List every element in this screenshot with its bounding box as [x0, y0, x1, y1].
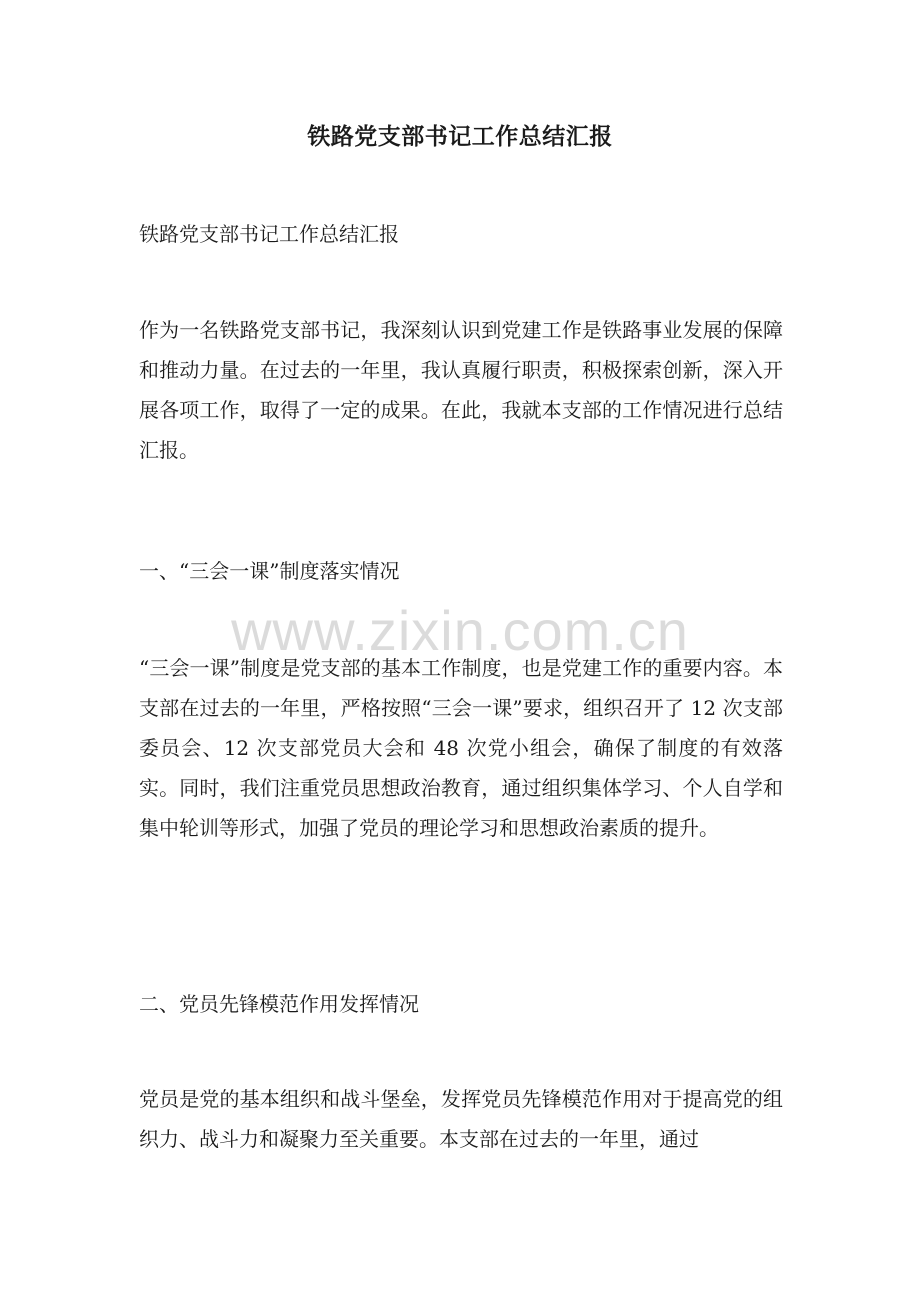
document-subtitle: 铁路党支部书记工作总结汇报	[139, 222, 399, 246]
intro-paragraph: 作为一名铁路党支部书记，我深刻认识到党建工作是铁路事业发展的保障和推动力量。在过去的一年里，我认真履行职责，积极探索创新，深入开展各项工作，取得了一定的成果。在此，我就本支部的工作情况进行总结汇报。	[139, 318, 783, 462]
section-1-paragraph: “三会一课”制度是党支部的基本工作制度，也是党建工作的重要内容。本支部在过去的一年里，严格按照“三会一课”要求，组织召开了 12 次支部委员会、12 次支部党员大会和 48 次党小组会，确保了制度的有效落实。同时，我们注重党员思想政治教育，通过组织集体学习、个人自学和集中轮训等形式，加强了党员的理论学习和思想政治素质的提升。	[139, 656, 783, 840]
document-title: 铁路党支部书记工作总结汇报	[307, 123, 613, 150]
watermark: www.zixin.com.cn	[231, 599, 689, 662]
section-heading-1: 一、“三会一课”制度落实情况	[139, 559, 400, 583]
section-heading-2: 二、党员先锋模范作用发挥情况	[139, 992, 419, 1016]
section-2-paragraph: 党员是党的基本组织和战斗堡垒，发挥党员先锋模范作用对于提高党的组织力、战斗力和凝聚力至关重要。本支部在过去的一年里，通过	[139, 1087, 783, 1151]
